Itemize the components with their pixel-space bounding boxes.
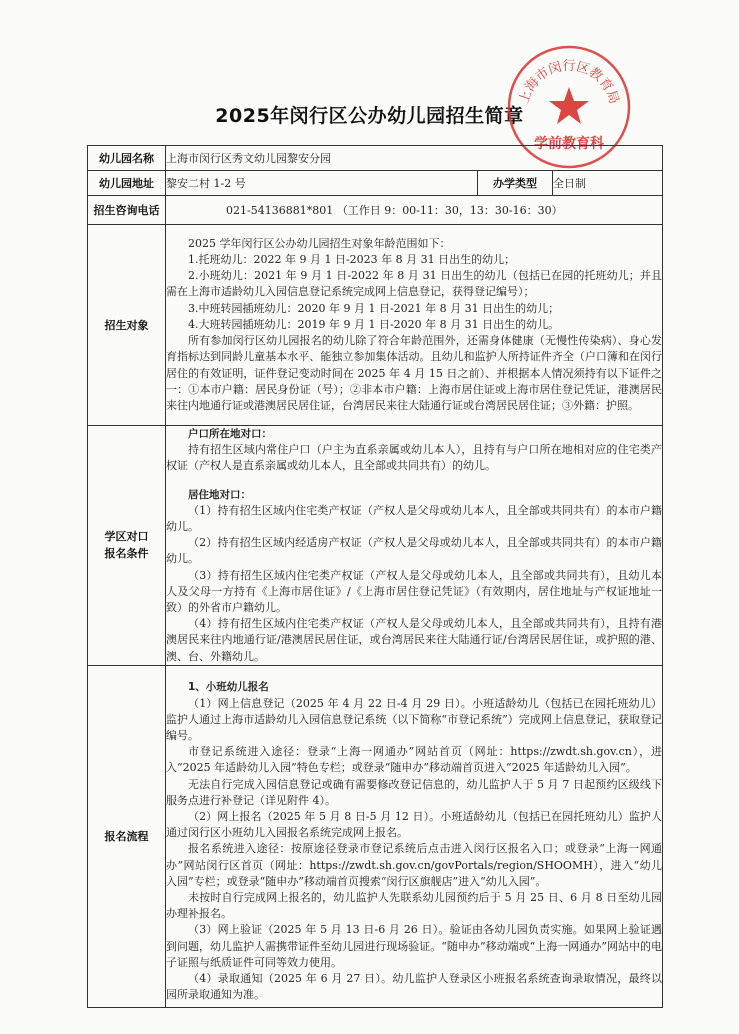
target-content (166, 225, 663, 426)
school-type-value: 全日制 (553, 171, 663, 196)
hukou-text: 持有招生区域内常住户口（户主为直系亲属或幼儿本人），且持有与户口所在地相对应的住宅类产权证（产权人是直系亲属或幼儿本人，且全部或共同共有）的幼儿。 (166, 443, 663, 473)
process-paragraph: （4）录取通知（2025 年 6 月 27 日）。幼儿监护人登录区小班报名系统查询录取情况，最终以园所录取通知为准。 (166, 971, 663, 1002)
process-paragraph: 市登记系统进入途径：登录“上海一网通办”网站首页（网址：https://zwdt.sh.gov.cn），进入“2025 年适龄幼儿入园”特色专栏；或登录“随申办”移动端首页进入“2025 年适龄幼儿入园”。 (166, 745, 663, 775)
target-line: 4.大班转园插班幼儿：2019 年 9 月 1 日-2020 年 8 月 31 日出生的幼儿。 (188, 317, 560, 331)
table-row (88, 146, 663, 171)
school-type-label: 办学类型 (478, 171, 553, 196)
seal-top-text: 上海市闵行区教育局 (516, 58, 622, 106)
process-paragraph: （3）网上验证（2025 年 5 月 13 日-6 月 26 日）。验证由各幼儿园负责实施。如果网上验证遇到问题，幼儿监护人需携带证件至幼儿园进行现场验证。“随申办”移动端或“上海一网通办”网站中的电子证照与纸质证件可同等效力使用。 (166, 923, 663, 969)
process-content (166, 665, 663, 1007)
phone-value: 021-54136881*801 （工作日 9：00-11：30，13：30-16：30） (166, 196, 663, 225)
process-paragraph: 无法自行完成入园信息登记或确有需要修改登记信息的，幼儿监护人于 5 月 7 日起预约区级线下服务点进行补登记（详见附件 4）。 (166, 777, 663, 807)
residence-item: （4）持有招生区域内住宅类产权证（产权人是父母或幼儿本人，且全部或共同共有），且持有港澳居民来往内地通行证/港澳居民居住证，或台湾居民来往大陆通行证/台湾居民居住证，或护照的港、澳、台、外籍幼儿。 (166, 617, 663, 663)
residence-item: （1）持有招生区域内住宅类产权证（产权人是父母或幼儿本人，且全部或共同共有）的本市户籍幼儿。 (166, 503, 663, 534)
process-paragraph: （2）网上报名（2025 年 5 月 8 日-5 月 12 日）。小班适龄幼儿（包括已在园托班幼儿）监护人通过闵行区小班幼儿入园报名系统完成网上报名。 (166, 809, 663, 840)
page-title: 2025年闵行区公办幼儿园招生简章 (215, 105, 524, 127)
seal-bottom-text: 学前教育科 (534, 136, 604, 152)
kindergarten-address-label: 幼儿园地址 (88, 171, 166, 196)
star-icon (549, 87, 589, 124)
target-line: 2.小班幼儿：2021 年 9 月 1 日-2022 年 8 月 31 日出生的幼儿（包括已在园的托班幼儿；并且需在上海市适龄幼儿入园信息登记系统完成网上信息登记，获得登记编号）； (166, 269, 663, 299)
phone-label: 招生咨询电话 (88, 196, 166, 225)
district-label-line: 报名条件 (104, 547, 149, 561)
district-content (166, 426, 663, 666)
process-heading: 1、小班幼儿报名 (188, 681, 269, 694)
target-line: 1.托班幼儿：2022 年 9 月 1 日-2023 年 8 月 31 日出生的幼儿； (188, 253, 516, 267)
residence-item: （2）持有招生区域内经适房产权证（产权人是父母或幼儿本人，且全部或共同共有）的本市户籍幼儿。 (166, 536, 663, 566)
table-row (88, 171, 663, 196)
table-row (88, 196, 663, 225)
target-line: 所有参加闵行区幼儿园报名的幼儿除了符合年龄范围外，还需身体健康（无慢性传染病）、身心发育指标达到同龄儿童基本水平、能独立参加集体活动。且幼儿和监护人所持证件齐全（户口簿和在闵行居住的有效证明，证件登记变动时间在 2025 年 4 月 15 日之前）、并根据本人情况须持有以下证件之一：①本市户籍：居民身份证（号）；②非本市户籍：上海市居住证或上海市居住登记凭证，港澳居民来往内地通行证或港澳居民居住证，台湾居民来往大陆通行证或台湾居民居住证；③外籍：护照。 (166, 334, 663, 412)
kindergarten-name-label: 幼儿园名称 (88, 146, 166, 171)
table-row (88, 225, 663, 426)
district-label (88, 426, 166, 666)
process-paragraph: 未按时自行完成网上报名的，幼儿监护人先联系幼儿园预约后于 5 月 25 日、6 月 8 日至幼儿园办理补报名。 (166, 890, 663, 921)
table-row (88, 426, 663, 666)
hukou-heading: 户口所在地对口： (188, 428, 272, 440)
district-label-line: 学区对口 (104, 530, 149, 544)
residence-heading: 居住地对口： (188, 488, 251, 501)
process-label: 报名流程 (88, 665, 166, 1007)
target-line: 3.中班转园插班幼儿：2020 年 9 月 1 日-2021 年 8 月 31 日出生的幼儿； (188, 301, 560, 315)
table-row (88, 665, 663, 1007)
process-paragraph: （1）网上信息登记（2025 年 4 月 22 日-4 月 29 日）。小班适龄幼儿（包括已在园托班幼儿）监护人通过上海市适龄幼儿入园信息登记系统（以下简称“市登记系统”）完成网上信息登记，获取登记编号。 (166, 696, 663, 742)
kindergarten-name-value: 上海市闵行区秀文幼儿园黎安分园 (166, 146, 663, 171)
admission-table (87, 145, 663, 1008)
target-line: 2025 学年闵行区公办幼儿园招生对象年龄范围如下： (188, 236, 451, 250)
residence-item: （3）持有招生区域内住宅类产权证（产权人是父母或幼儿本人，且全部或共同共有），且幼儿本人及父母一方持有《上海市居住证》/《上海市居住登记凭证》（有效期内，居住地址与产权证地址一致）的外省市户籍幼儿。 (166, 568, 663, 615)
target-label: 招生对象 (88, 225, 166, 426)
kindergarten-address-value: 黎安二村 1-2 号 (166, 171, 478, 196)
process-paragraph: 报名系统进入途径：按原途径登录市登记系统后点击进入闵行区报名入口；或登录“上海一网通办”网站闵行区首页（网址：https://zwdt.sh.gov.cn/govPortals/region/SHOOMH），进入“幼儿入园”专栏；或登录“随申办”移动端首页搜索“闵行区旗舰店”进入“幼儿入园”。 (166, 842, 663, 888)
